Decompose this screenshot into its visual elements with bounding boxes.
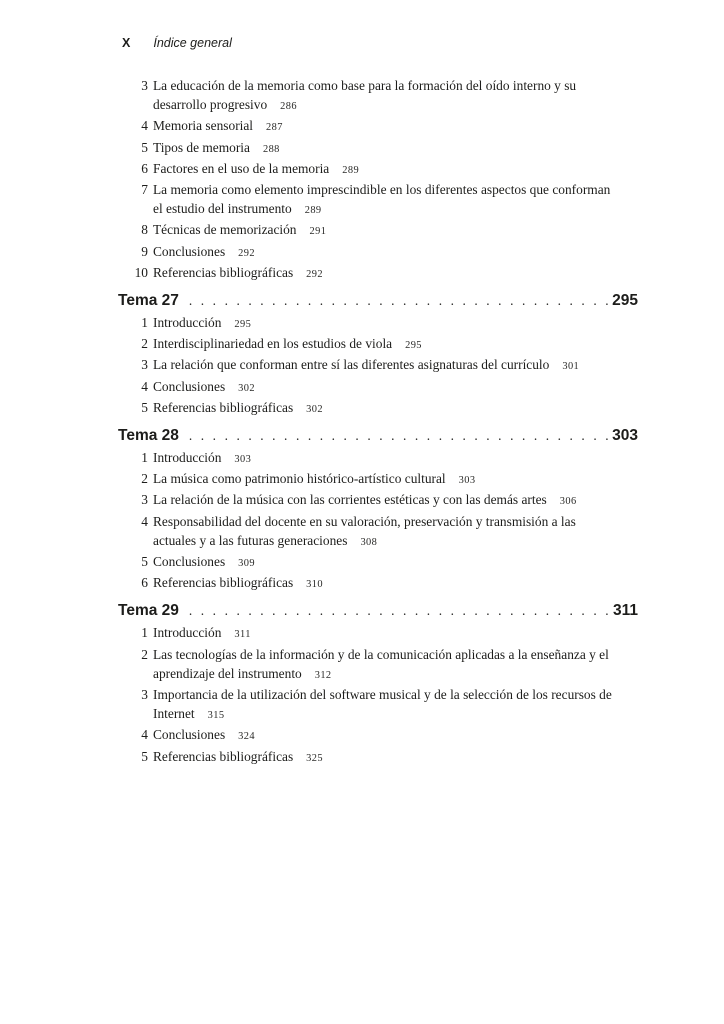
toc-entry (118, 490, 638, 511)
entry-title: Referencias bibliográficas (153, 264, 294, 280)
toc-entry (118, 138, 638, 159)
entry-body (153, 747, 323, 768)
toc-entry (118, 313, 638, 334)
entry-body (153, 645, 609, 685)
entry-page: 303 (234, 454, 252, 466)
entry-body (153, 377, 255, 398)
entry-body (153, 398, 323, 419)
entry-page: 302 (238, 382, 255, 394)
toc-entry (118, 116, 638, 137)
tema-title: Tema 29 (118, 602, 179, 620)
entry-title: Técnicas de memorización (153, 222, 297, 238)
entry-body (153, 116, 283, 137)
entry-title: desarrollo progresivo (153, 97, 268, 113)
entry-number: 1 (141, 315, 148, 331)
tema-item-list (118, 448, 638, 594)
entry-number: 10 (134, 264, 148, 280)
entry-title: Introducción (153, 450, 222, 466)
entry-body (153, 725, 255, 746)
entry-title: Memoria sensorial (153, 118, 254, 134)
table-of-contents (118, 76, 638, 768)
entry-title: Conclusiones (153, 243, 226, 259)
entry-title: actuales y a las futuras generaciones (153, 532, 348, 548)
entry-body (153, 263, 323, 284)
entry-body (153, 159, 359, 180)
entry-page: 286 (280, 101, 297, 113)
entry-title: Interdisciplinariedad en los estudios de viola (153, 336, 393, 352)
entry-number: 4 (141, 513, 148, 529)
entry-page: 311 (234, 629, 251, 641)
entry-page: 306 (559, 496, 577, 508)
entry-number: 5 (141, 748, 148, 764)
running-head (118, 36, 638, 50)
entry-title: La memoria como elemento imprescindible en los diferentes aspectos que conforman (153, 182, 611, 198)
entry-body (153, 469, 475, 490)
entry-body (153, 685, 612, 725)
toc-entry (118, 159, 638, 180)
entry-number: 5 (141, 399, 148, 415)
entry-body (153, 76, 576, 116)
entry-number: 2 (141, 471, 148, 487)
toc-entry (118, 685, 638, 725)
tema-section (118, 289, 638, 419)
toc-entry (118, 747, 638, 768)
entry-body (153, 355, 579, 376)
entry-page: 291 (309, 226, 327, 238)
entry-body (153, 448, 251, 469)
entry-title: Internet (153, 706, 195, 722)
entry-page: 325 (306, 752, 323, 764)
folio-page-number: X (122, 36, 131, 50)
entry-number: 8 (141, 222, 148, 238)
entry-number: 3 (141, 492, 148, 508)
running-title: Índice general (153, 36, 232, 50)
entry-number: 3 (141, 78, 148, 93)
tema-section (118, 599, 638, 767)
tema-item-list (118, 623, 638, 767)
entry-title: La relación que conforman entre sí las diferentes asignaturas del currículo (153, 357, 550, 373)
entry-body (153, 334, 422, 355)
tema-page-number: 295 (612, 292, 638, 310)
entry-title: Tipos de memoria (153, 139, 250, 155)
entry-page: 295 (405, 340, 422, 352)
entry-title: Conclusiones (153, 378, 226, 394)
entry-title: Las tecnologías de la información y de la comunicación aplicadas a la enseñanza y el (153, 646, 609, 662)
tema-heading (118, 599, 638, 623)
entry-number: 6 (141, 575, 148, 591)
toc-entry (118, 448, 638, 469)
entry-number: 3 (141, 357, 148, 373)
entry-body (153, 313, 251, 334)
entry-page: 288 (262, 143, 280, 155)
toc-entry (118, 573, 638, 594)
toc-entry (118, 263, 638, 284)
entry-number: 4 (141, 118, 148, 134)
entry-page: 303 (458, 475, 476, 487)
entry-title: Referencias bibliográficas (153, 748, 294, 764)
entry-title: Factores en el uso de la memoria (153, 160, 330, 176)
dot-leader (189, 289, 608, 313)
toc-entry (118, 334, 638, 355)
entry-number: 5 (141, 139, 148, 155)
entry-number: 4 (141, 727, 148, 743)
entry-title: Referencias bibliográficas (153, 575, 294, 591)
entry-number: 7 (141, 182, 148, 198)
toc-entry (118, 645, 638, 685)
entry-page: 301 (562, 361, 580, 373)
tema-title: Tema 27 (118, 292, 179, 310)
toc-entry (118, 623, 638, 644)
entry-body (153, 552, 255, 573)
toc-entry (118, 469, 638, 490)
entry-title: Conclusiones (153, 727, 226, 743)
entry-title: Introducción (153, 315, 222, 331)
entry-page: 310 (306, 579, 323, 591)
entry-page: 312 (314, 669, 332, 681)
entry-title: Conclusiones (153, 554, 226, 570)
entry-body (153, 242, 255, 263)
toc-entry (118, 76, 638, 116)
entry-body (153, 512, 576, 552)
entry-body (153, 138, 280, 159)
entry-title: aprendizaje del instrumento (153, 665, 302, 681)
toc-entry (118, 355, 638, 376)
entry-page: 302 (306, 403, 323, 415)
entry-page: 292 (238, 247, 255, 259)
entry-number: 6 (141, 160, 148, 176)
toc-entry (118, 398, 638, 419)
tema-item-list (118, 313, 638, 419)
entry-body (153, 573, 323, 594)
tema-page-number: 311 (612, 602, 638, 620)
toc-entry (118, 377, 638, 398)
entry-body (153, 623, 251, 644)
entry-body (153, 490, 577, 511)
toc-entry (118, 242, 638, 263)
entry-page: 295 (234, 319, 252, 331)
entry-title: el estudio del instrumento (153, 201, 292, 217)
entry-page: 315 (207, 710, 225, 722)
toc-entry (118, 512, 638, 552)
dot-leader (189, 599, 609, 623)
entry-number: 1 (141, 625, 148, 641)
entry-page: 308 (360, 536, 378, 548)
entry-number: 9 (141, 243, 148, 259)
entry-number: 4 (141, 378, 148, 394)
entry-title: Introducción (153, 625, 222, 641)
entry-number: 2 (141, 336, 148, 352)
toc-entry (118, 725, 638, 746)
continued-item-list (118, 76, 638, 284)
entry-title: La educación de la memoria como base para la formación del oído interno y su (153, 78, 577, 93)
entry-title: Importancia de la utilización del software musical y de la selección de los recursos de (153, 687, 612, 703)
tema-heading (118, 289, 638, 313)
entry-body (153, 220, 326, 241)
tema-section (118, 424, 638, 594)
entry-page: 287 (266, 122, 283, 134)
entry-number: 2 (141, 646, 148, 662)
tema-page-number: 303 (612, 427, 638, 445)
entry-page: 309 (238, 558, 255, 570)
entry-number: 5 (141, 554, 148, 570)
entry-number: 1 (141, 450, 148, 466)
tema-heading (118, 424, 638, 448)
entry-title: Responsabilidad del docente en su valoración, preservación y transmisión a las (153, 513, 576, 529)
entry-title: La música como patrimonio histórico-artístico cultural (153, 471, 446, 487)
toc-entry (118, 180, 638, 220)
tema-title: Tema 28 (118, 427, 179, 445)
entry-page: 292 (306, 268, 323, 280)
dot-leader (189, 424, 608, 448)
toc-entry (118, 552, 638, 573)
entry-page: 289 (304, 205, 322, 217)
entry-body (153, 180, 610, 220)
entry-number: 3 (141, 687, 148, 703)
entry-page: 289 (342, 164, 360, 176)
toc-entry (118, 220, 638, 241)
entry-title: Referencias bibliográficas (153, 399, 294, 415)
entry-page: 324 (238, 731, 255, 743)
entry-title: La relación de la música con las corrientes estéticas y con las demás artes (153, 492, 547, 508)
